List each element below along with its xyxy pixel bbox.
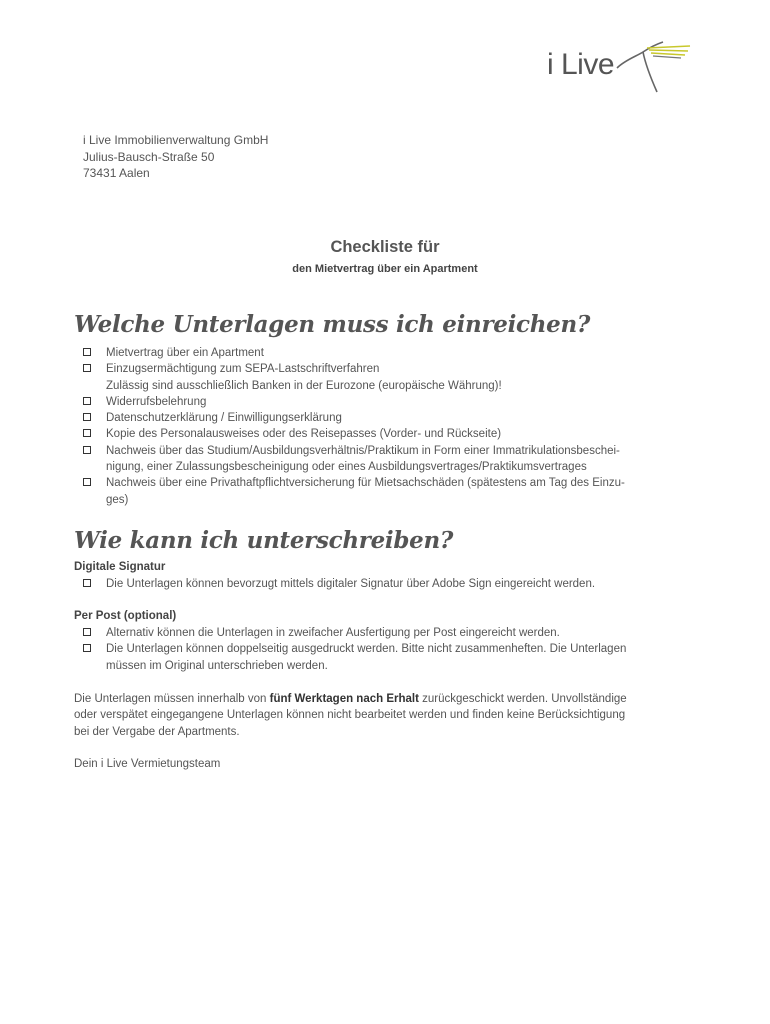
documents-checklist [82,345,696,508]
address-line: i Live Immobilienverwaltung GmbH [83,133,269,147]
checkbox-icon[interactable] [83,413,91,421]
checkbox-icon[interactable] [83,348,91,356]
checklist-item: Einzugsermächtigung zum SEPA-Lastschriftverfahren Zulässig sind ausschließlich Banken in der Eurozone (europäische Währung)! [82,361,696,394]
logo-text: i Live [547,48,615,81]
digital-signature-list [82,576,696,592]
checklist-item: Die Unterlagen können doppelseitig ausgedruckt werden. Bitte nicht zusammenheften. Die Unterlagen müssen im Original unterschrieben werden. [82,641,696,674]
section-heading-signature: Wie kann ich unterschreiben? [74,527,454,554]
checkbox-icon[interactable] [83,397,91,405]
checkbox-icon[interactable] [83,579,91,587]
address-line: Julius-Bausch-Straße 50 [83,149,215,164]
checklist-item: Nachweis über das Studium/Ausbildungsverhältnis/Praktikum in Form einer Immatrikulationsbeschei- nigung, einer Zulassungsbescheinigung oder eines Ausbildungsvertrages/Praktikumsvertrages [82,443,696,476]
hummingbird-icon [545,30,695,98]
document-title: Checkliste für [330,238,440,256]
checklist-item: Alternativ können die Unterlagen in zweifacher Ausfertigung per Post eingereicht werden. [82,625,696,641]
checkbox-icon[interactable] [83,364,91,372]
post-list [82,625,696,674]
checklist-item: Die Unterlagen können bevorzugt mittels digitaler Signatur über Adobe Sign eingereicht werden. [82,576,696,592]
checkbox-icon[interactable] [83,478,91,486]
digital-signature-label: Digitale Signatur [74,561,166,573]
checklist-item: Widerrufsbelehrung [82,394,696,410]
checkbox-icon[interactable] [83,446,91,454]
checklist-item: Mietvertrag über ein Apartment [82,345,696,361]
checkbox-icon[interactable] [83,429,91,437]
ilive-logo [545,30,695,98]
checkbox-icon[interactable] [83,644,91,652]
checklist-item: Nachweis über eine Privathaftpflichtversicherung für Mietsachschäden (spätestens am Tag des Einzu- ges) [82,475,696,508]
address-line: 73431 Aalen [83,166,150,180]
post-label: Per Post (optional) [74,610,177,622]
section-heading-documents: Welche Unterlagen muss ich einreichen? [74,311,591,338]
document-subtitle: den Mietvertrag über ein Apartment [292,263,478,275]
checklist-item: Datenschutzerklärung / Einwilligungserklärung [82,410,696,426]
closing-paragraph: Die Unterlagen müssen innerhalb von fünf Werktagen nach Erhalt zurückgeschickt werden. Unvollständige oder verspätet eingegangene Unterlagen können nicht bearbeitet werden und finden keine Berücksichtigung bei der Vergabe der Apartments. [74,693,627,738]
signoff: Dein i Live Vermietungsteam [74,758,221,770]
sender-address [83,132,268,182]
checkbox-icon[interactable] [83,628,91,636]
deadline-emphasis: fünf Werktagen nach Erhalt [269,693,419,705]
checklist-item: Kopie des Personalausweises oder des Reisepasses (Vorder- und Rückseite) [82,426,696,442]
